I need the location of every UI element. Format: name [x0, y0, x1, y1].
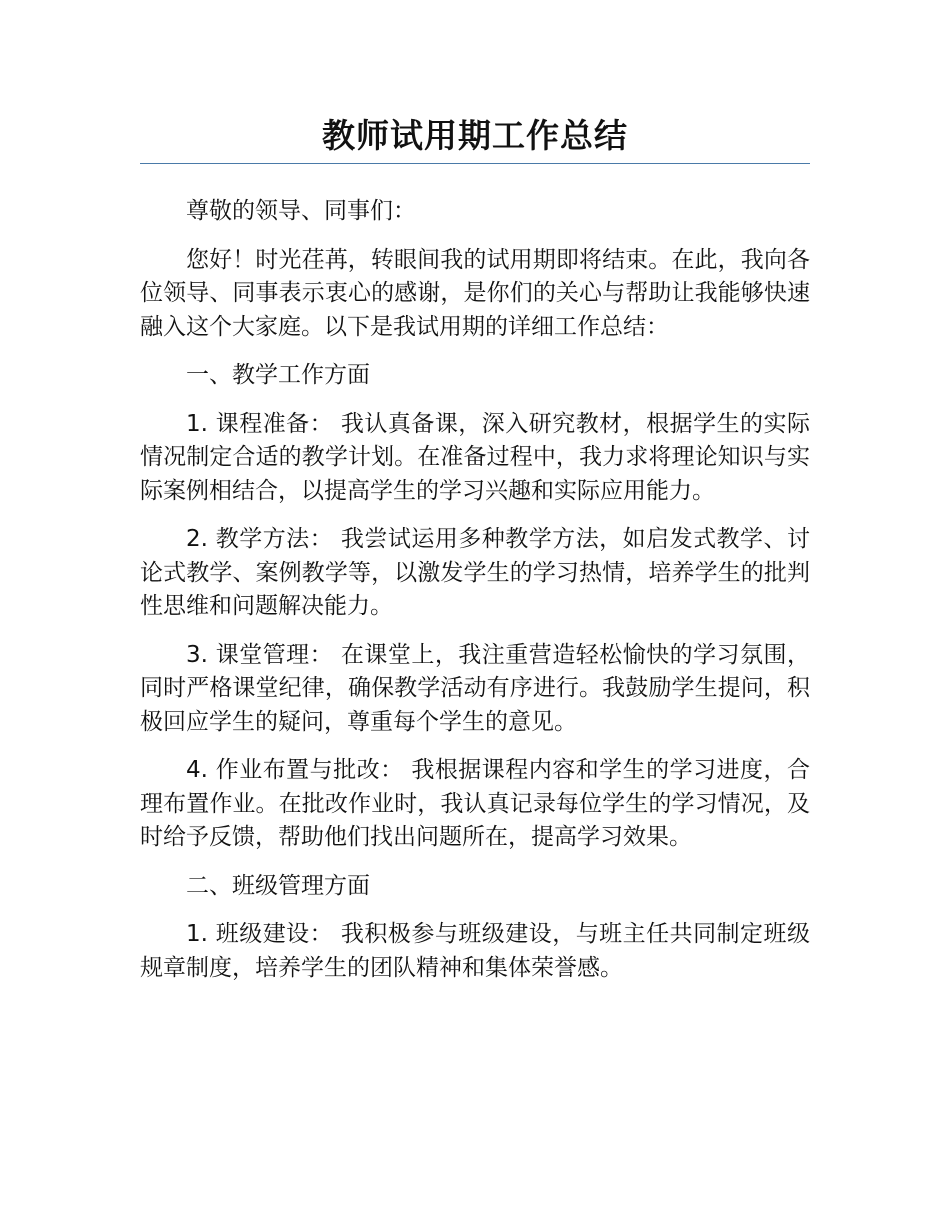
section-heading-teaching: 一、教学工作方面 [186, 362, 370, 388]
teaching-item-homework: 4. 作业布置与批改： 我根据课程内容和学生的学习进度，合理布置作业。在批改作业时，我认真记录每位学生的学习情况，及时给予反馈，帮助他们找出问题所在，提高学习效果。 [140, 757, 810, 850]
document-title: 教师试用期工作总结 [322, 116, 628, 155]
intro-paragraph: 您好！时光荏苒，转眼间我的试用期即将结束。在此，我向各位领导、同事表示衷心的感谢，是你们的关心与帮助让我能够快速融入这个大家庭。以下是我试用期的详细工作总结： [140, 246, 810, 340]
document-page [140, 0, 810, 1000]
teaching-item-classroom-management: 3. 课堂管理： 在课堂上，我注重营造轻松愉快的学习氛围，同时严格课堂纪律，确保教学活动有序进行。我鼓励学生提问，积极回应学生的疑问，尊重每个学生的意见。 [140, 641, 810, 735]
greeting-paragraph: 尊敬的领导、同事们： [186, 198, 416, 224]
teaching-item-methods: 2. 教学方法： 我尝试运用多种教学方法，如启发式教学、讨论式教学、案例教学等，以激发学生的学习热情，培养学生的批判性思维和问题解决能力。 [140, 526, 810, 619]
teaching-item-course-prep: 1. 课程准备： 我认真备课，深入研究教材，根据学生的实际情况制定合适的教学计划。在准备过程中，我力求将理论知识与实际案例相结合，以提高学生的学习兴趣和实际应用能力。 [140, 410, 810, 504]
class-item-construction: 1. 班级建设： 我积极参与班级建设，与班主任共同制定班级规章制度，培养学生的团队精神和集体荣誉感。 [140, 921, 810, 981]
title-underline [140, 163, 810, 164]
document-body [140, 195, 810, 985]
section-heading-class-management: 二、班级管理方面 [186, 872, 370, 899]
